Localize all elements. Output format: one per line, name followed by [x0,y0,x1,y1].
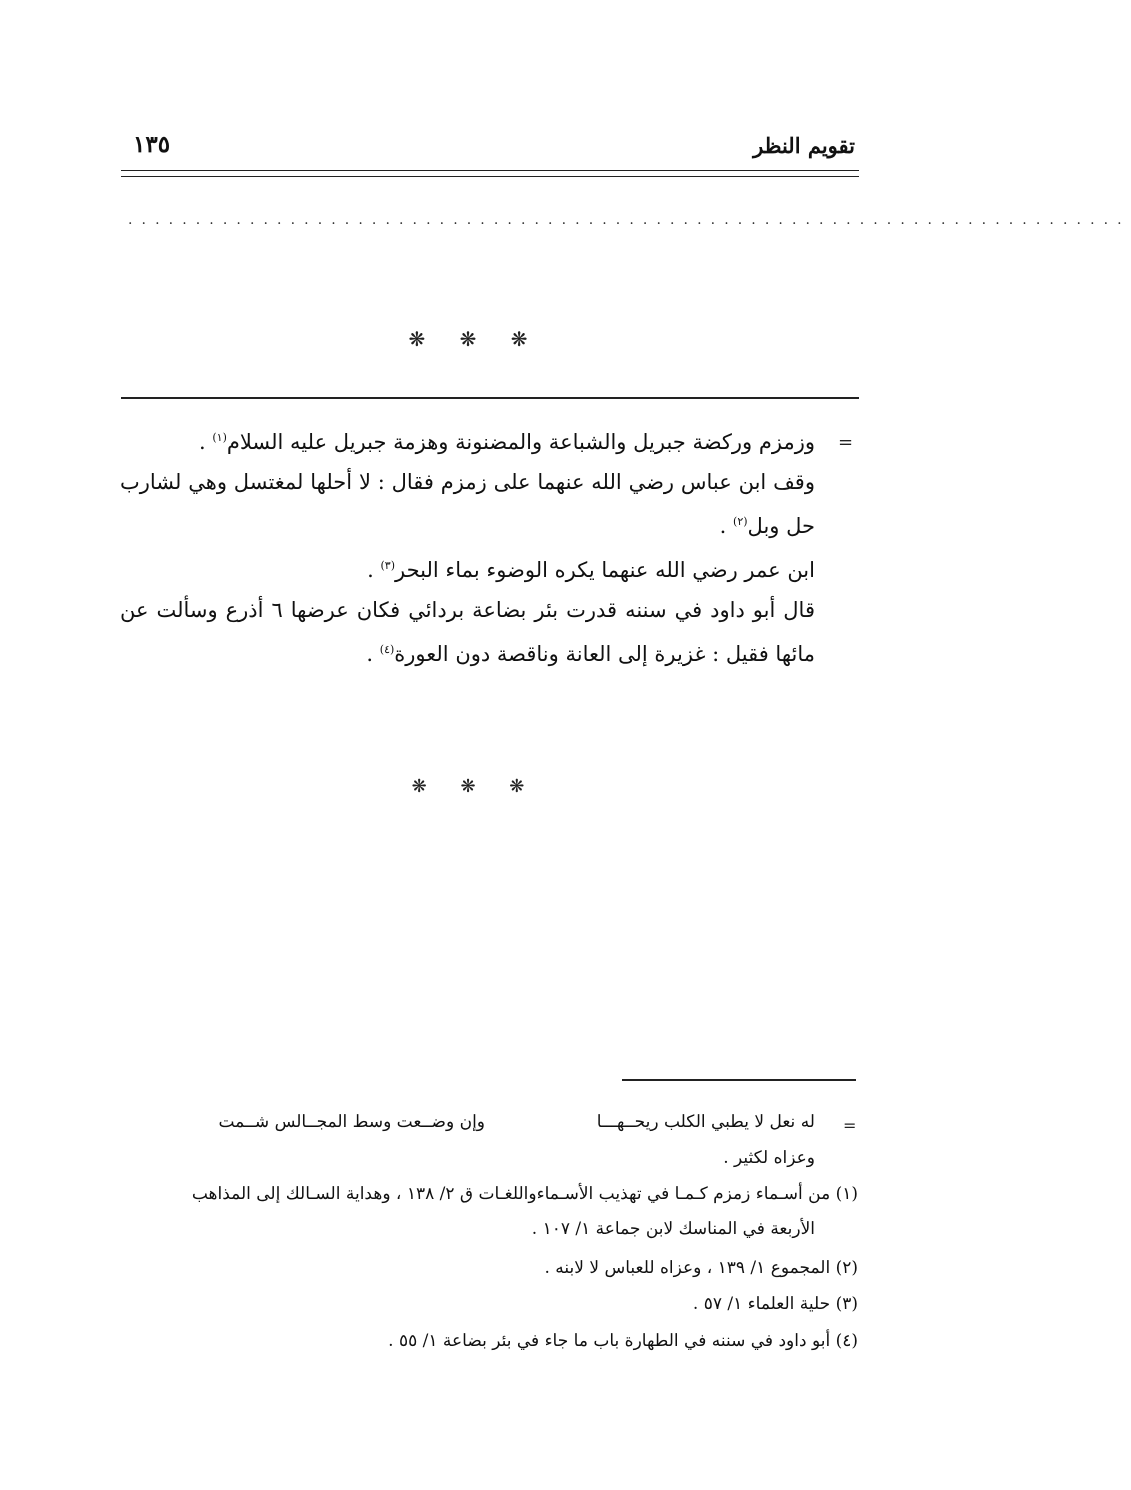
verse-hemistich-first: له نعل لا يطبي الكلب ريحــهـــا [596,1112,815,1132]
main-line: حل وبل$^{(٢)}$ . [719,514,815,538]
main-line: وزمزم وركضة جبريل والشباعة والمضنونة وهزمة جبريل عليه السلام$^{(١)}$ . [198,430,815,454]
page-number: ١٣٥ [133,131,171,158]
section-rule [121,397,859,399]
header-rule-bottom [121,176,859,177]
verse-hemistich-second: وإن وضــعت وسط المجــالس شــمت [218,1112,485,1132]
main-line: وقف ابن عباس رضي الله عنهما على زمزم فقال : لا أحلها لمغتسل وهي لشارب [120,470,815,494]
header-rule-top [121,170,859,171]
footnote-ref: (٤) [379,643,395,656]
main-line: ابن عمر رضي الله عنهما يكره الوضوء بماء البحر$^{(٣)}$ . [367,558,815,582]
footnote-ref: (٢) [733,515,748,528]
running-title: تقويم النظر [753,133,855,158]
footnote-ref: (١) [212,431,227,444]
footnote-2: (٢) المجموع ١/ ١٣٩ ، وعزاه للعباس لا لابنه . [544,1258,858,1278]
footnote-1: (١) من أسـماء زمزم كـمـا في تهذيب الأسـماءواللغـات ق ٢/ ١٣٨ ، وهداية السـالك إلى المذاهب [191,1184,858,1204]
footnote-1-continued: الأربعة في المناسك لابن جماعة ١/ ١٠٧ . [531,1219,815,1239]
section-separator: ❋ ❋ ❋ [408,327,542,351]
footnote-rule [622,1079,856,1081]
main-line: قال أبو داود في سننه قدرت بئر بضاعة بردائي فكان عرضها ٦ أذرع وسألت عن [120,598,815,622]
footnote-3: (٣) حلية العلماء ١/ ٥٧ . [692,1294,858,1314]
main-text [120,418,815,674]
main-line: مائها فقيل : غزيرة إلى العانة وناقصة دون العورة$^{(٤)}$ . [366,642,815,666]
continuation-mark: = [843,1116,857,1135]
footnote-4: (٤) أبو داود في سننه في الطهارة باب ما جاء في بئر بضاعة ١/ ٥٥ . [388,1331,858,1351]
dotted-line: .......................................................................... [128,212,1131,228]
footnote-line: وعزاه لكثير . [723,1148,815,1168]
continuation-mark: = [838,432,854,453]
footnote-ref: (٣) [380,559,396,572]
section-separator: ❋ ❋ ❋ [411,776,539,797]
